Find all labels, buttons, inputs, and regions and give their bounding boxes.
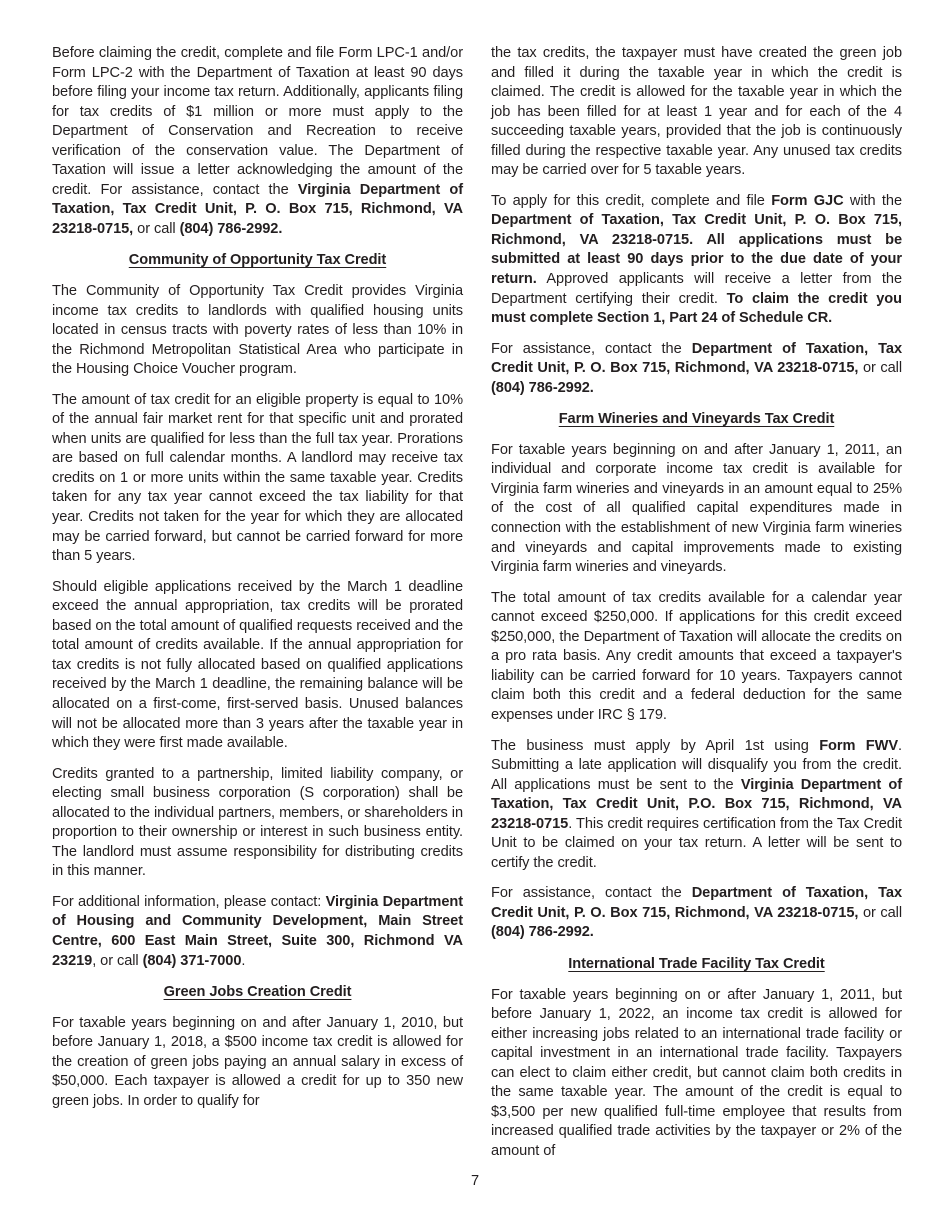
plain-text: or call: [858, 360, 902, 377]
paragraph-green-jobs-assistance: [491, 340, 902, 399]
plain-text: or call: [858, 904, 902, 921]
emphasized-text: To claim the credit you must complete Section 1, Part 24 of Schedule CR.: [491, 290, 902, 327]
emphasized-text: Department of Taxation, Tax Credit Unit, P. O. Box 715, Richmond, VA 23218-0715,: [491, 885, 902, 921]
paragraph-coc-contact: [52, 893, 463, 971]
plain-text: Should eligible applications received by the March 1 deadline exceed the annual appropriation, tax credits will be prorated based on the total amount of qualified requests received and the total amount of credits available. If the annual appropriation for tax credits is not fully allocated based on qualified applications received by the March 1 deadline, the remaining balance will be allocated on a first-come, first-served basis. Unused balances will not be allocated more than 3 years after the taxable year in which they were first made available.: [52, 578, 463, 752]
emphasized-text: Form FWV: [819, 737, 898, 754]
paragraph-fwv-cap: [491, 589, 902, 726]
paragraph-green-jobs-overview: [52, 1014, 463, 1112]
plain-text: For taxable years beginning on and after January 1, 2010, but before January 1, 2018, a $500 income tax credit is allowed for the creation of green jobs paying an annual salary in excess of $50,000. Each taxpayer is allowed a credit for up to 350 new green jobs. In order to qualify for: [52, 1014, 463, 1109]
emphasized-text: Department of Taxation, Tax Credit Unit, P. O. Box 715, Richmond, VA 23218-0715. All applications must be submitted at least 90 days prior to the due date of your return.: [491, 212, 902, 288]
paragraph-green-jobs-apply: [491, 192, 902, 329]
plain-text: or call: [133, 220, 180, 237]
emphasized-text: (804) 786-2992.: [491, 924, 594, 941]
emphasized-text: Department of Taxation, Tax Credit Unit, P. O. Box 715, Richmond, VA 23218-0715,: [491, 340, 902, 377]
plain-text: . Submitting a late application will disqualify you from the credit. All applications must be sent to the: [491, 737, 902, 793]
right-text-column: [491, 44, 902, 1161]
plain-text: The amount of tax credit for an eligible property is equal to 10% of the annual fair market rent for that specific unit and prorated when units are qualified for less than the full tax year. Prorations are based on full calendar months. A landlord may receive tax credits on 1 or more units within the same taxable year. Credits taken for any tax year cannot exceed the tax liability for that year. Credits not taken for the year for which they are allocated may be carried forward, but cannot be carried forward for more than 5 years.: [52, 391, 463, 565]
emphasized-text: Virginia Department of Taxation, Tax Credit Unit, P. O. Box 715, Richmond, VA 23218-0715,: [52, 181, 463, 237]
emphasized-text: Virginia Department of Taxation, Tax Credit Unit, P.O. Box 715, Richmond, VA 23218-0715: [491, 776, 902, 832]
emphasized-text: (804) 371-7000: [142, 952, 242, 969]
paragraph-coc-passthrough: [52, 765, 463, 882]
paragraph-coc-amount: [52, 391, 463, 567]
plain-text: The business must apply by April 1st using: [491, 737, 820, 754]
plain-text: with the: [843, 192, 902, 209]
plain-text: For taxable years beginning on or after January 1, 2011, but before January 1, 2022, an income tax credit is allowed for either increasing jobs related to an international trade facility or capital investment in an international trade facility. Taxpayers can elect to claim either credit, but cannot claim both credits in the same taxable year. The amount of the credit is equal to $3,500 per new qualified full-time employee that results from increased qualified trade activities by the taxpayer or 2% of the amount of: [491, 986, 902, 1159]
paragraph-lpc-filing: [52, 44, 463, 239]
plain-text: Approved applicants will receive a letter from the Department certifying their credit.: [491, 271, 902, 307]
plain-text: the tax credits, the taxpayer must have created the green job and filled it during the taxable year in which the credit is claimed. The credit is allowed for the taxable year in which the job has been filled for at least 1 year and for each of the 4 succeeding taxable years, provided that the job is continuously filled during the respective taxable year. Any unused tax credits may be carried over for 5 taxable years.: [491, 45, 902, 179]
plain-text: , or call: [92, 952, 143, 969]
paragraph-fwv-overview: [491, 441, 902, 578]
emphasized-text: Virginia Department of Housing and Community Development, Main Street Centre, 600 East Main Street, Suite 300, Richmond VA 23219: [52, 893, 463, 969]
heading-farm-wineries-and-vineyards-tax-credit: Farm Wineries and Vineyards Tax Credit: [558, 411, 835, 428]
paragraph-fwv-assistance: [491, 884, 902, 943]
paragraph-fwv-apply: [491, 737, 902, 874]
page-number: 7: [470, 1173, 480, 1189]
plain-text: The Community of Opportunity Tax Credit provides Virginia income tax credits to landlords with qualified housing units located in census tracts with poverty rates of less than 10% in the Richmond Metropolitan Statistical Area who participate in the Housing Choice Voucher program.: [52, 283, 463, 378]
heading-international-trade-facility-tax-credit: International Trade Facility Tax Credit: [568, 955, 825, 972]
plain-text: For assistance, contact the: [491, 340, 692, 357]
plain-text: The total amount of tax credits available for a calendar year cannot exceed $250,000. If applications for this credit exceed $250,000, the Department of Taxation will allocate the credits on a pro rata basis. Any credit amounts that exceed a taxpayer's liability can be carried forward for 10 years. Taxpayers cannot claim both this credit and a federal deduction for the same expenses under IRC § 179.: [491, 589, 902, 723]
paragraph-coc-proration: [52, 578, 463, 754]
left-text-column: [52, 44, 463, 1111]
plain-text: Before claiming the credit, complete and file Form LPC-1 and/or Form LPC-2 with the Department of Taxation at least 90 days before filing your income tax return. Additionally, applicants filing for tax credits of $1 million or more must apply to the Department of Conservation and Recreation to receive verification of the conservation value. The Department of Taxation will issue a letter acknowledging the amount of the credit. For assistance, contact the: [52, 45, 463, 198]
plain-text: .: [241, 952, 246, 969]
paragraph-green-jobs-continued: [491, 44, 902, 181]
two-column-layout: [52, 44, 902, 1159]
heading-green-jobs-creation-credit: Green Jobs Creation Credit: [163, 984, 352, 1001]
plain-text: For assistance, contact the: [491, 885, 692, 902]
plain-text: For additional information, please contact:: [52, 893, 326, 910]
plain-text: . This credit requires certification from the Tax Credit Unit to be claimed on your tax return. A letter will be sent to certify the credit.: [491, 815, 902, 871]
emphasized-text: Form GJC: [771, 192, 844, 209]
paragraph-coc-overview: [52, 282, 463, 380]
plain-text: For taxable years beginning on and after January 1, 2011, an individual and corporate income tax credit is available for Virginia farm wineries and vineyards in an amount equal to 25% of the cost of all qualified capital expenditures made in connection with the establishment of new Virginia farm wineries and vineyards and capital improvements made to existing Virginia farm wineries and vineyards.: [491, 441, 902, 576]
paragraph-itf-overview: [491, 986, 902, 1162]
emphasized-text: (804) 786-2992.: [179, 220, 283, 237]
plain-text: To apply for this credit, complete and file: [491, 192, 772, 209]
emphasized-text: (804) 786-2992.: [491, 379, 594, 396]
plain-text: Credits granted to a partnership, limited liability company, or electing small business corporation (S corporation) shall be allocated to the individual partners, members, or shareholders in proportion to their ownership or interest in such business entity. The landlord must assume responsibility for distributing credits in this manner.: [52, 765, 463, 880]
heading-community-of-opportunity-tax-credit: Community of Opportunity Tax Credit: [128, 252, 387, 269]
